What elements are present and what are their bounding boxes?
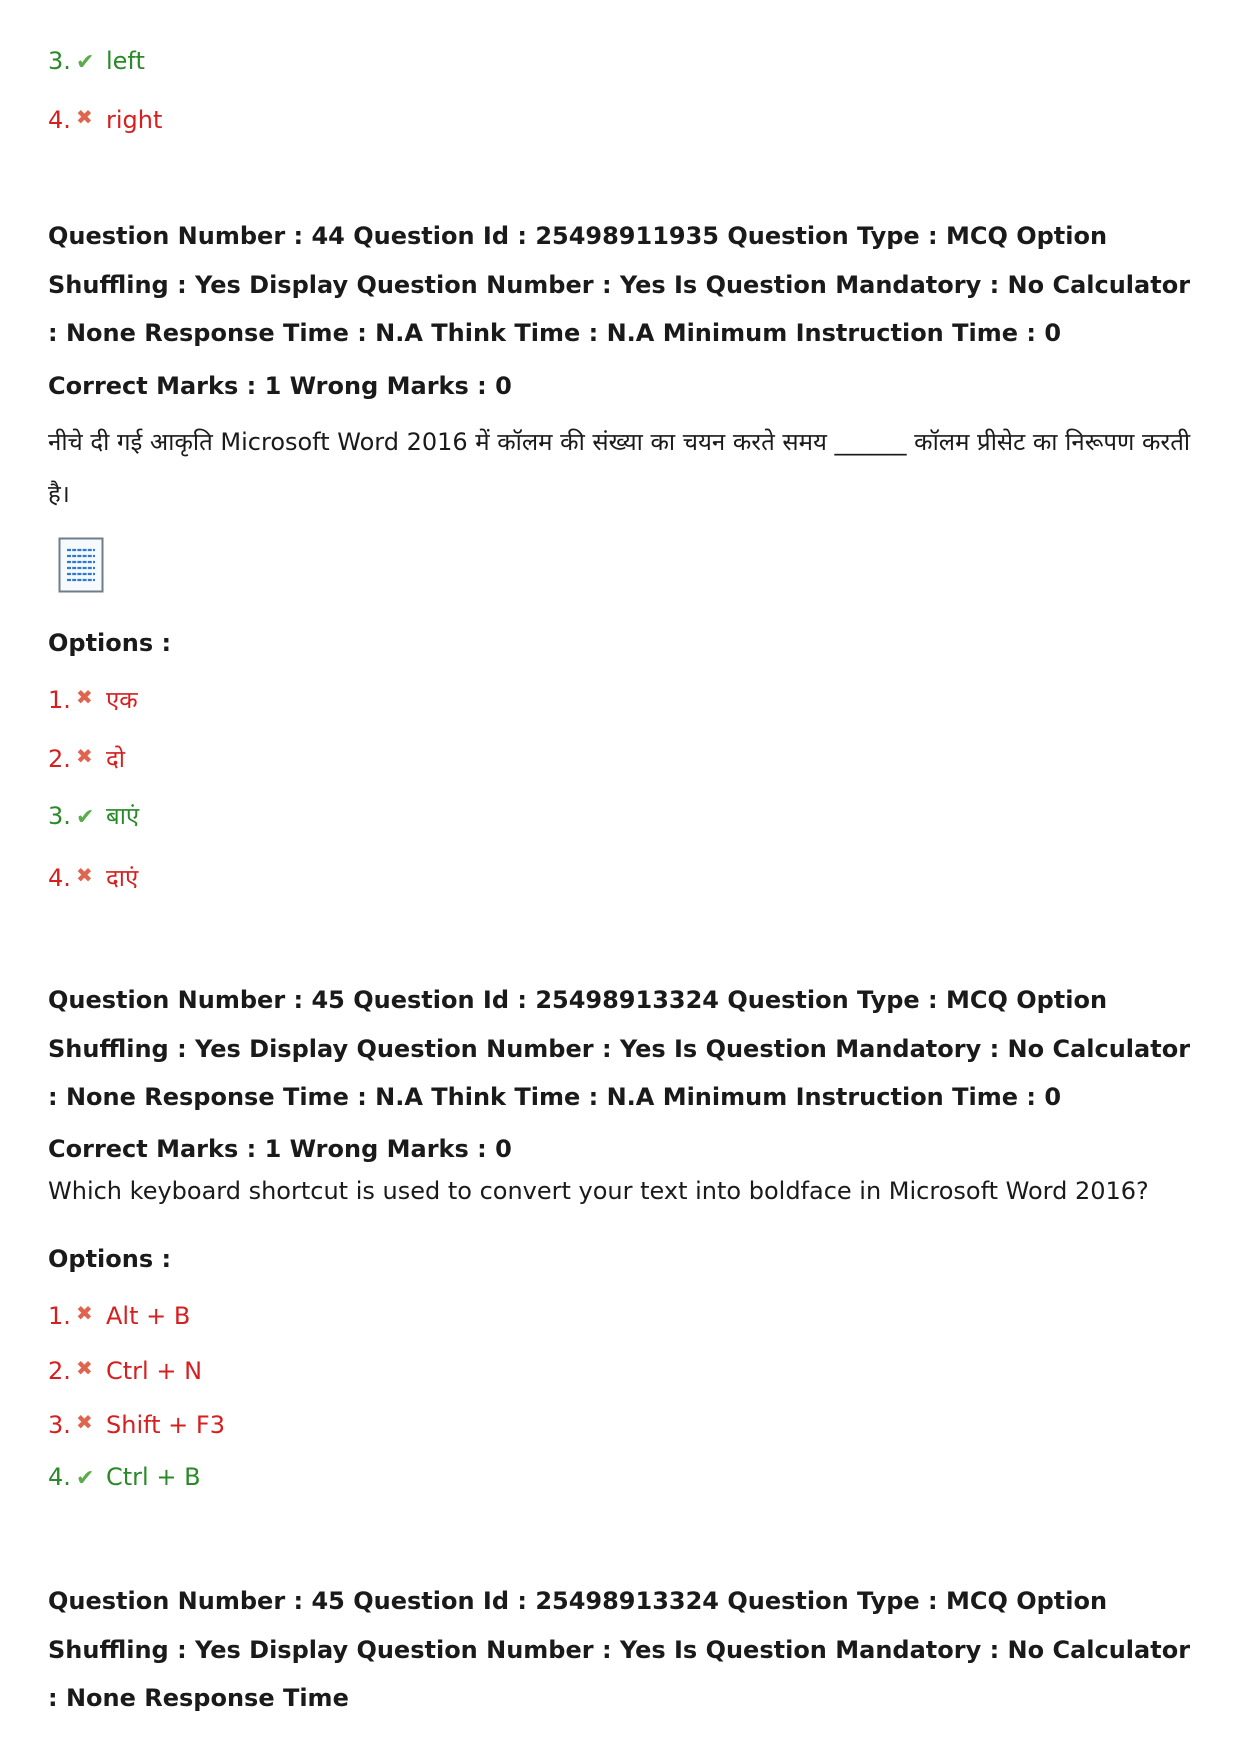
option-number: 3. [48, 1411, 71, 1439]
option-number: 4. [48, 1463, 71, 1491]
option-number: 1. [48, 1302, 71, 1330]
option-number: 2. [48, 745, 71, 773]
option-text: left [106, 47, 145, 75]
option-text: बाएं [106, 802, 140, 830]
question-44-metadata-text: Question Number : 44 Question Id : 25498911935 Question Type : MCQ Option Shuffling : Yes Display Question Number : Yes Is Question Mandatory : No Calculator : None Response Time : N.A Think Time : N.A Minimum Instruction Time : 0 [48, 222, 1191, 347]
option-number: 3. [48, 47, 71, 75]
columns-preset-figure [58, 537, 104, 593]
option-text: एक [106, 686, 138, 714]
question-45-repeat-metadata [48, 1577, 1198, 1723]
option-text: Alt + B [106, 1302, 191, 1330]
option-text: Ctrl + B [106, 1463, 201, 1491]
option-text: Shift + F3 [106, 1411, 225, 1439]
cross-icon: ✖ [76, 1410, 93, 1434]
option-number: 4. [48, 106, 71, 134]
option-text: दो [106, 745, 125, 773]
option-1 [48, 1297, 190, 1332]
option-number: 1. [48, 686, 71, 714]
check-icon: ✔ [76, 1466, 95, 1491]
option-number: 4. [48, 864, 71, 892]
question-44-metadata [48, 212, 1198, 358]
option-3 [48, 1406, 225, 1441]
option-number: 3. [48, 802, 71, 830]
cross-icon: ✖ [76, 105, 93, 129]
cross-icon: ✖ [76, 744, 93, 768]
option-text: दाएं [106, 864, 139, 892]
option-2 [48, 740, 125, 775]
question-44-text: नीचे दी गई आकृति Microsoft Word 2016 में कॉलम की संख्या का चयन करते समय ______ कॉलम प्रीसेट का निरूपण करती है। [48, 428, 1191, 508]
question-45-options-label: Options : [48, 1245, 172, 1273]
check-icon: ✔ [76, 805, 95, 830]
question-44-marks: Correct Marks : 1 Wrong Marks : 0 [48, 372, 512, 400]
question-45-marks: Correct Marks : 1 Wrong Marks : 0 [48, 1135, 512, 1163]
question-45-repeat-metadata-text: Question Number : 45 Question Id : 25498913324 Question Type : MCQ Option Shuffling : Yes Display Question Number : Yes Is Question Mandatory : No Calculator : None Response Time [48, 1587, 1191, 1712]
option-4 [48, 101, 162, 136]
question-44-options-label: Options : [48, 629, 172, 657]
question-45-text: Which keyboard shortcut is used to convert your text into boldface in Microsoft Word 2016? [48, 1177, 1149, 1205]
cross-icon: ✖ [76, 863, 93, 887]
option-text: Ctrl + N [106, 1357, 203, 1385]
option-4 [48, 859, 138, 894]
cross-icon: ✖ [76, 685, 93, 709]
question-45-metadata [48, 976, 1198, 1122]
option-2 [48, 1352, 202, 1387]
option-3 [48, 45, 145, 79]
option-number: 2. [48, 1357, 71, 1385]
check-icon: ✔ [76, 50, 95, 75]
question-45-metadata-text: Question Number : 45 Question Id : 25498913324 Question Type : MCQ Option Shuffling : Yes Display Question Number : Yes Is Question Mandatory : No Calculator : None Response Time : N.A Think Time : N.A Minimum Instruction Time : 0 [48, 986, 1191, 1111]
option-text: right [106, 106, 163, 134]
option-4 [48, 1461, 201, 1495]
cross-icon: ✖ [76, 1301, 93, 1325]
option-3 [48, 800, 139, 834]
option-1 [48, 681, 138, 716]
document-columns-icon [58, 537, 104, 593]
cross-icon: ✖ [76, 1356, 93, 1380]
